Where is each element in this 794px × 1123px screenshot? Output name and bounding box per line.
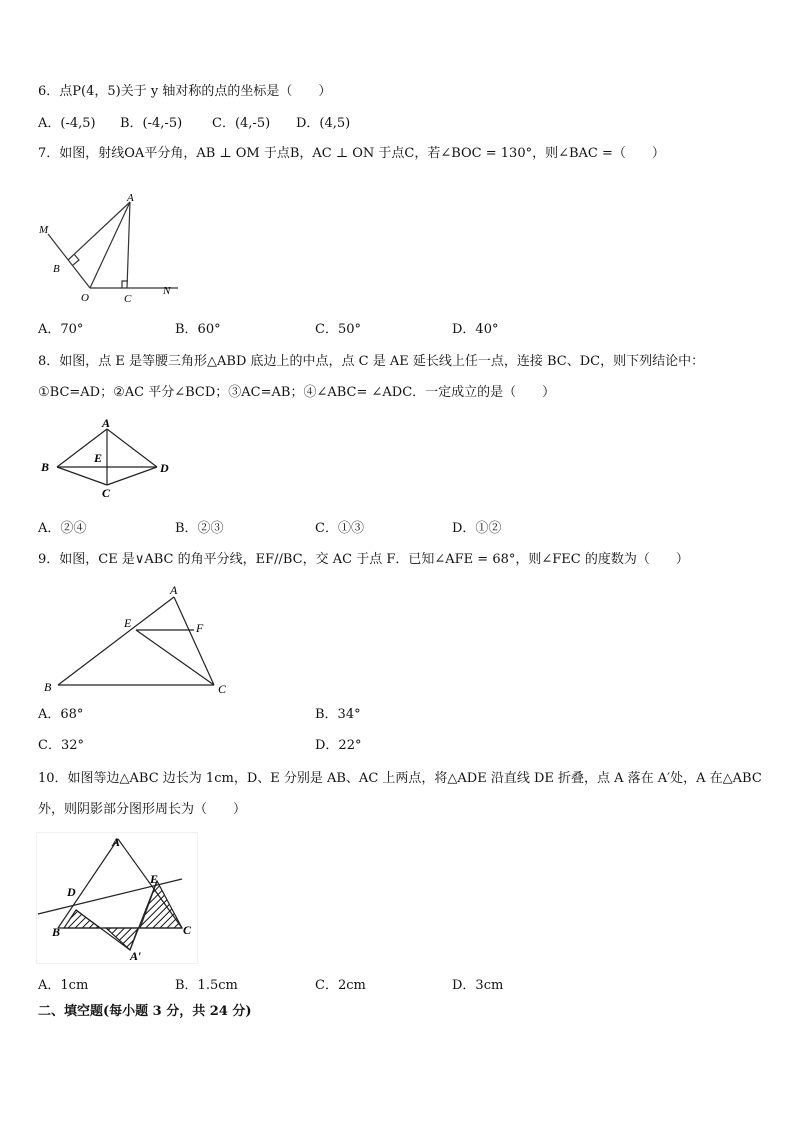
q10-label-b: B — [52, 925, 61, 939]
q6-option-b: B．(-4,-5) — [120, 116, 183, 131]
q10-option-d: D．3cm — [452, 978, 504, 993]
q7-label-c: C — [124, 293, 132, 305]
q9-option-c: C．32° — [38, 738, 84, 753]
q9-label-c: C — [218, 682, 227, 696]
q6-stem: 6．点P(4，5)关于 y 轴对称的点的坐标是（ ） — [38, 84, 332, 99]
q10-option-a: A．1cm — [38, 978, 89, 993]
q9-figure — [36, 582, 236, 702]
q8-label-d: D — [160, 461, 169, 475]
q9-label-b: B — [44, 680, 52, 694]
q7-figure — [30, 188, 190, 310]
q7-label-n: N — [163, 285, 171, 297]
q10-label-a-prime: A′ — [130, 949, 142, 963]
q7-option-d: D．40° — [452, 322, 499, 337]
q8-label-c: C — [102, 486, 111, 500]
q8-figure — [36, 417, 186, 505]
q6-option-c: C．(4,-5) — [212, 116, 271, 131]
q9-label-f: F — [196, 621, 204, 635]
q7-label-a: A — [127, 192, 134, 204]
q7-option-b: B．60° — [175, 322, 221, 337]
q10-label-d: D — [67, 885, 76, 899]
q6-option-a: A．(-4,5) — [38, 116, 96, 131]
q7-option-c: C．50° — [315, 322, 361, 337]
section2-heading: 二、填空题(每小题 3 分，共 24 分) — [38, 1004, 252, 1019]
q9-option-a: A．68° — [38, 707, 84, 722]
q10-label-e: E — [150, 872, 159, 886]
q9-stem: 9．如图，CE 是∨ABC 的角平分线，EF//BC，交 AC 于点 F．已知∠AFE = 68°，则∠FEC 的度数为（ ） — [38, 552, 689, 567]
q8-stem-line1: 8．如图，点 E 是等腰三角形△ABD 底边上的中点，点 C 是 AE 延长线上任一点，连接 BC、DC，则下列结论中： — [38, 354, 705, 369]
q10-label-a: A — [112, 835, 121, 849]
q10-figure — [36, 832, 198, 968]
q7-label-o: O — [81, 292, 89, 304]
q8-option-c: C．①③ — [315, 521, 364, 536]
q8-stem-line2: ①BC=AD；②AC 平分∠BCD；③AC=AB；④∠ABC= ∠ADC．一定成立的是（ ） — [38, 385, 556, 400]
q7-label-m: M — [39, 224, 49, 236]
q8-label-b: B — [41, 460, 50, 474]
q7-label-b: B — [53, 263, 60, 275]
q9-label-e: E — [124, 616, 132, 630]
q10-option-c: C．2cm — [315, 978, 366, 993]
q10-stem-line1: 10．如图等边△ABC 边长为 1cm，D、E 分别是 AB、AC 上两点，将△ADE 沿直线 DE 折叠，点 A 落在 A′处，A 在△ABC — [38, 771, 762, 786]
q8-option-b: B．②③ — [175, 521, 224, 536]
q10-option-b: B．1.5cm — [175, 978, 238, 993]
q10-label-c: C — [183, 923, 192, 937]
q8-option-d: D．①② — [452, 521, 502, 536]
q7-stem: 7．如图，射线OA平分角，AB ⊥ OM 于点B，AC ⊥ ON 于点C，若∠BOC = 130°，则∠BAC =（ ） — [38, 146, 665, 161]
q8-label-e: E — [94, 451, 103, 465]
q8-label-a: A — [102, 417, 111, 430]
q9-option-b: B．34° — [315, 707, 361, 722]
q9-option-d: D．22° — [315, 738, 362, 753]
q6-option-d: D．(4,5) — [296, 116, 351, 131]
q7-option-a: A．70° — [38, 322, 84, 337]
q8-option-a: A．②④ — [38, 521, 87, 536]
q10-stem-line2: 外，则阴影部分图形周长为（ ） — [38, 802, 247, 817]
q9-label-a: A — [170, 583, 178, 597]
